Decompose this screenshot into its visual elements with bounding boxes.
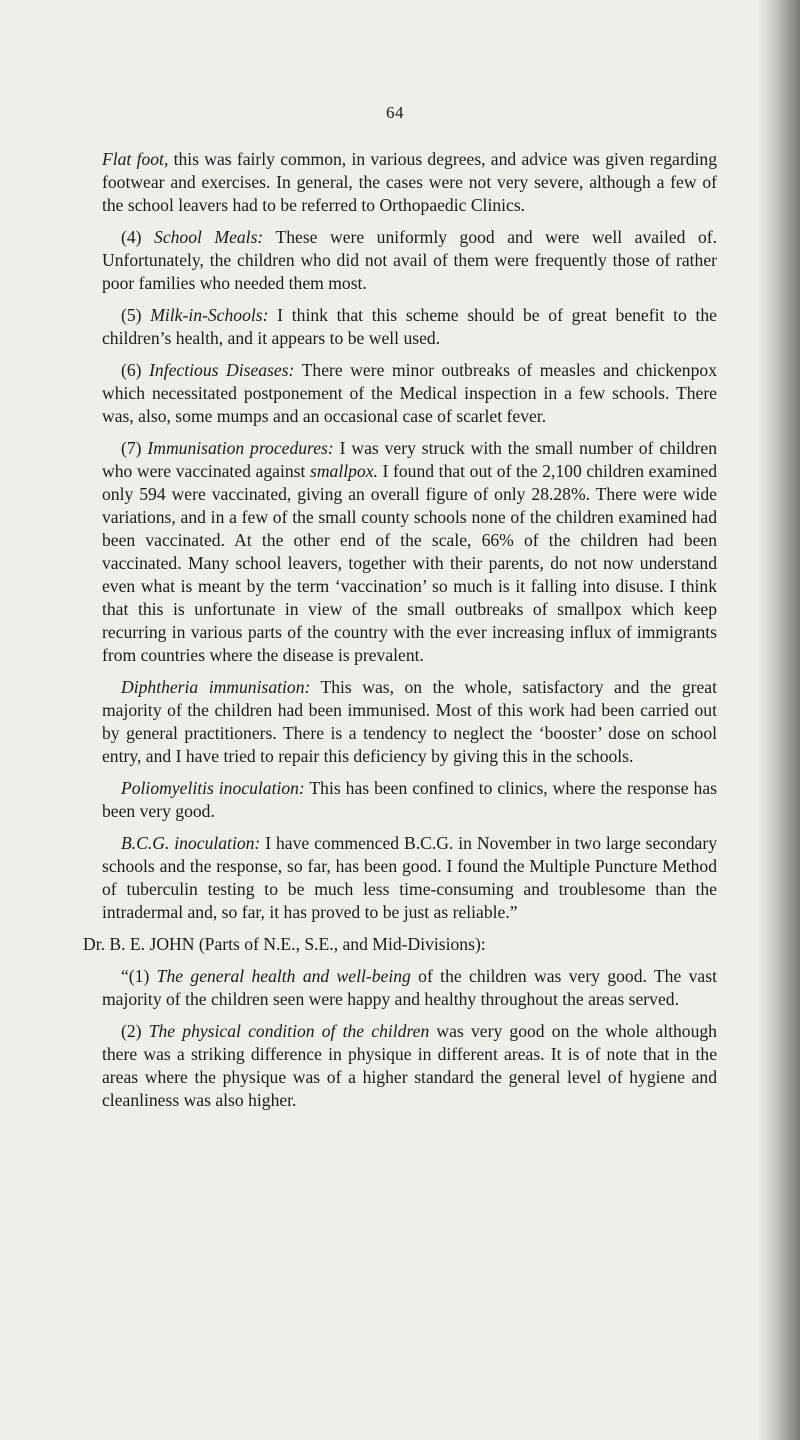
text-physical-condition: was very good on the whole although there was a striking difference in physique in different areas. It is of note that in the areas where the physique was of a higher standard the general level of hygiene and cleanliness was also higher. <box>102 1021 717 1110</box>
heading-physical-condition: The physical condition of the children <box>148 1021 430 1041</box>
heading-flat-foot: Flat foot, <box>102 149 169 169</box>
paragraph-poliomyelitis <box>102 777 717 823</box>
heading-bcg: B.C.G. inoculation: <box>121 833 261 853</box>
heading-diphtheria: Diphtheria immunisation: <box>121 677 311 697</box>
page-number: 64 <box>386 103 404 122</box>
page-body <box>83 148 718 1121</box>
heading-immunisation: Immunisation procedures: <box>147 438 334 458</box>
text-diphtheria: This was, on the whole, satisfactory and the great majority of the children had been immunised. Most of this work had been carried out by general practitioners. There is a tendency to neglect the ‘booster’ dose on school entry, and I have tried to repair this deficiency by giving this in the schools. <box>102 677 717 766</box>
text-poliomyelitis: This has been confined to clinics, where the response has been very good. <box>102 778 717 821</box>
text-infectious-diseases: There were minor outbreaks of measles and chickenpox which necessitated postponement of the Medical inspection in a few schools. There was, also, some mumps and an occasional case of scarlet fever. <box>102 360 717 426</box>
text-school-meals: These were uniformly good and were well availed of. Unfortunately, the children who did not avail of them were frequently those of rather poor families who needed them most. <box>102 227 717 293</box>
heading-general-health: The general health and well-being <box>156 966 411 986</box>
text-flat-foot: this was fairly common, in various degrees, and advice was given regarding footwear and exercises. In general, the cases were not very severe, although a few of the school leavers had to be referred to Orthopaedic Clinics. <box>102 149 717 215</box>
term-smallpox: smallpox. <box>310 461 378 481</box>
paragraph-dr-john: Dr. B. E. JOHN (Parts of N.E., S.E., and Mid-Divisions): <box>83 934 486 954</box>
number-infectious-diseases: (6) <box>121 360 150 380</box>
text-immunisation-b: I found that out of the 2,100 children examined only 594 were vaccinated, giving an overall figure of only 28.28%. There were wide variations, and in a few of the small county schools none of the children examined had been vaccinated. At the other end of the scale, 66% of the children had been vaccinated. Many school leavers, together with their parents, do not now understand even what is meant by the term ‘vaccination’ so much is it falling into disuse. I think that this is unfortunate in view of the small outbreaks of smallpox which keep recurring in various parts of the country with the ever increasing influx of immigrants from countries where the disease is prevalent. <box>102 461 718 665</box>
heading-poliomyelitis: Poliomyelitis inoculation: <box>121 778 305 798</box>
paragraph-physical-condition <box>102 1020 717 1112</box>
number-milk-in-schools: (5) <box>121 305 151 325</box>
paragraph-flat-foot <box>102 148 717 217</box>
paragraph-immunisation <box>102 437 717 667</box>
paragraph-school-meals <box>102 226 717 295</box>
page-edge-shadow <box>758 0 800 1440</box>
paragraph-milk-in-schools <box>102 304 717 350</box>
paragraph-bcg <box>102 832 717 924</box>
paragraph-general-health <box>102 965 717 1011</box>
paragraph-infectious-diseases <box>102 359 717 428</box>
number-physical-condition: (2) <box>121 1021 149 1041</box>
heading-milk-in-schools: Milk-in-Schools: <box>150 305 269 325</box>
heading-school-meals: School Meals: <box>154 227 264 247</box>
paragraph-diphtheria <box>102 676 717 768</box>
heading-infectious-diseases: Infectious Diseases: <box>149 360 295 380</box>
text-bcg: I have commenced B.C.G. in November in two large secondary schools and the response, so far, has been good. I found the Multiple Puncture Method of tuberculin testing to be much less time-consuming and troublesome than the intradermal and, so far, it has proved to be just as reliable.” <box>102 833 717 922</box>
number-general-health: “(1) <box>121 966 157 986</box>
text-general-health: of the children was very good. The vast majority of the children seen were happy and healthy throughout the areas served. <box>102 966 717 1009</box>
number-school-meals: (4) <box>121 227 155 247</box>
text-milk-in-schools: I think that this scheme should be of great benefit to the children’s health, and it appears to be well used. <box>102 305 717 348</box>
text-immunisation-a: I was very struck with the small number of children who were vaccinated against <box>102 438 717 481</box>
number-immunisation: (7) <box>121 438 148 458</box>
